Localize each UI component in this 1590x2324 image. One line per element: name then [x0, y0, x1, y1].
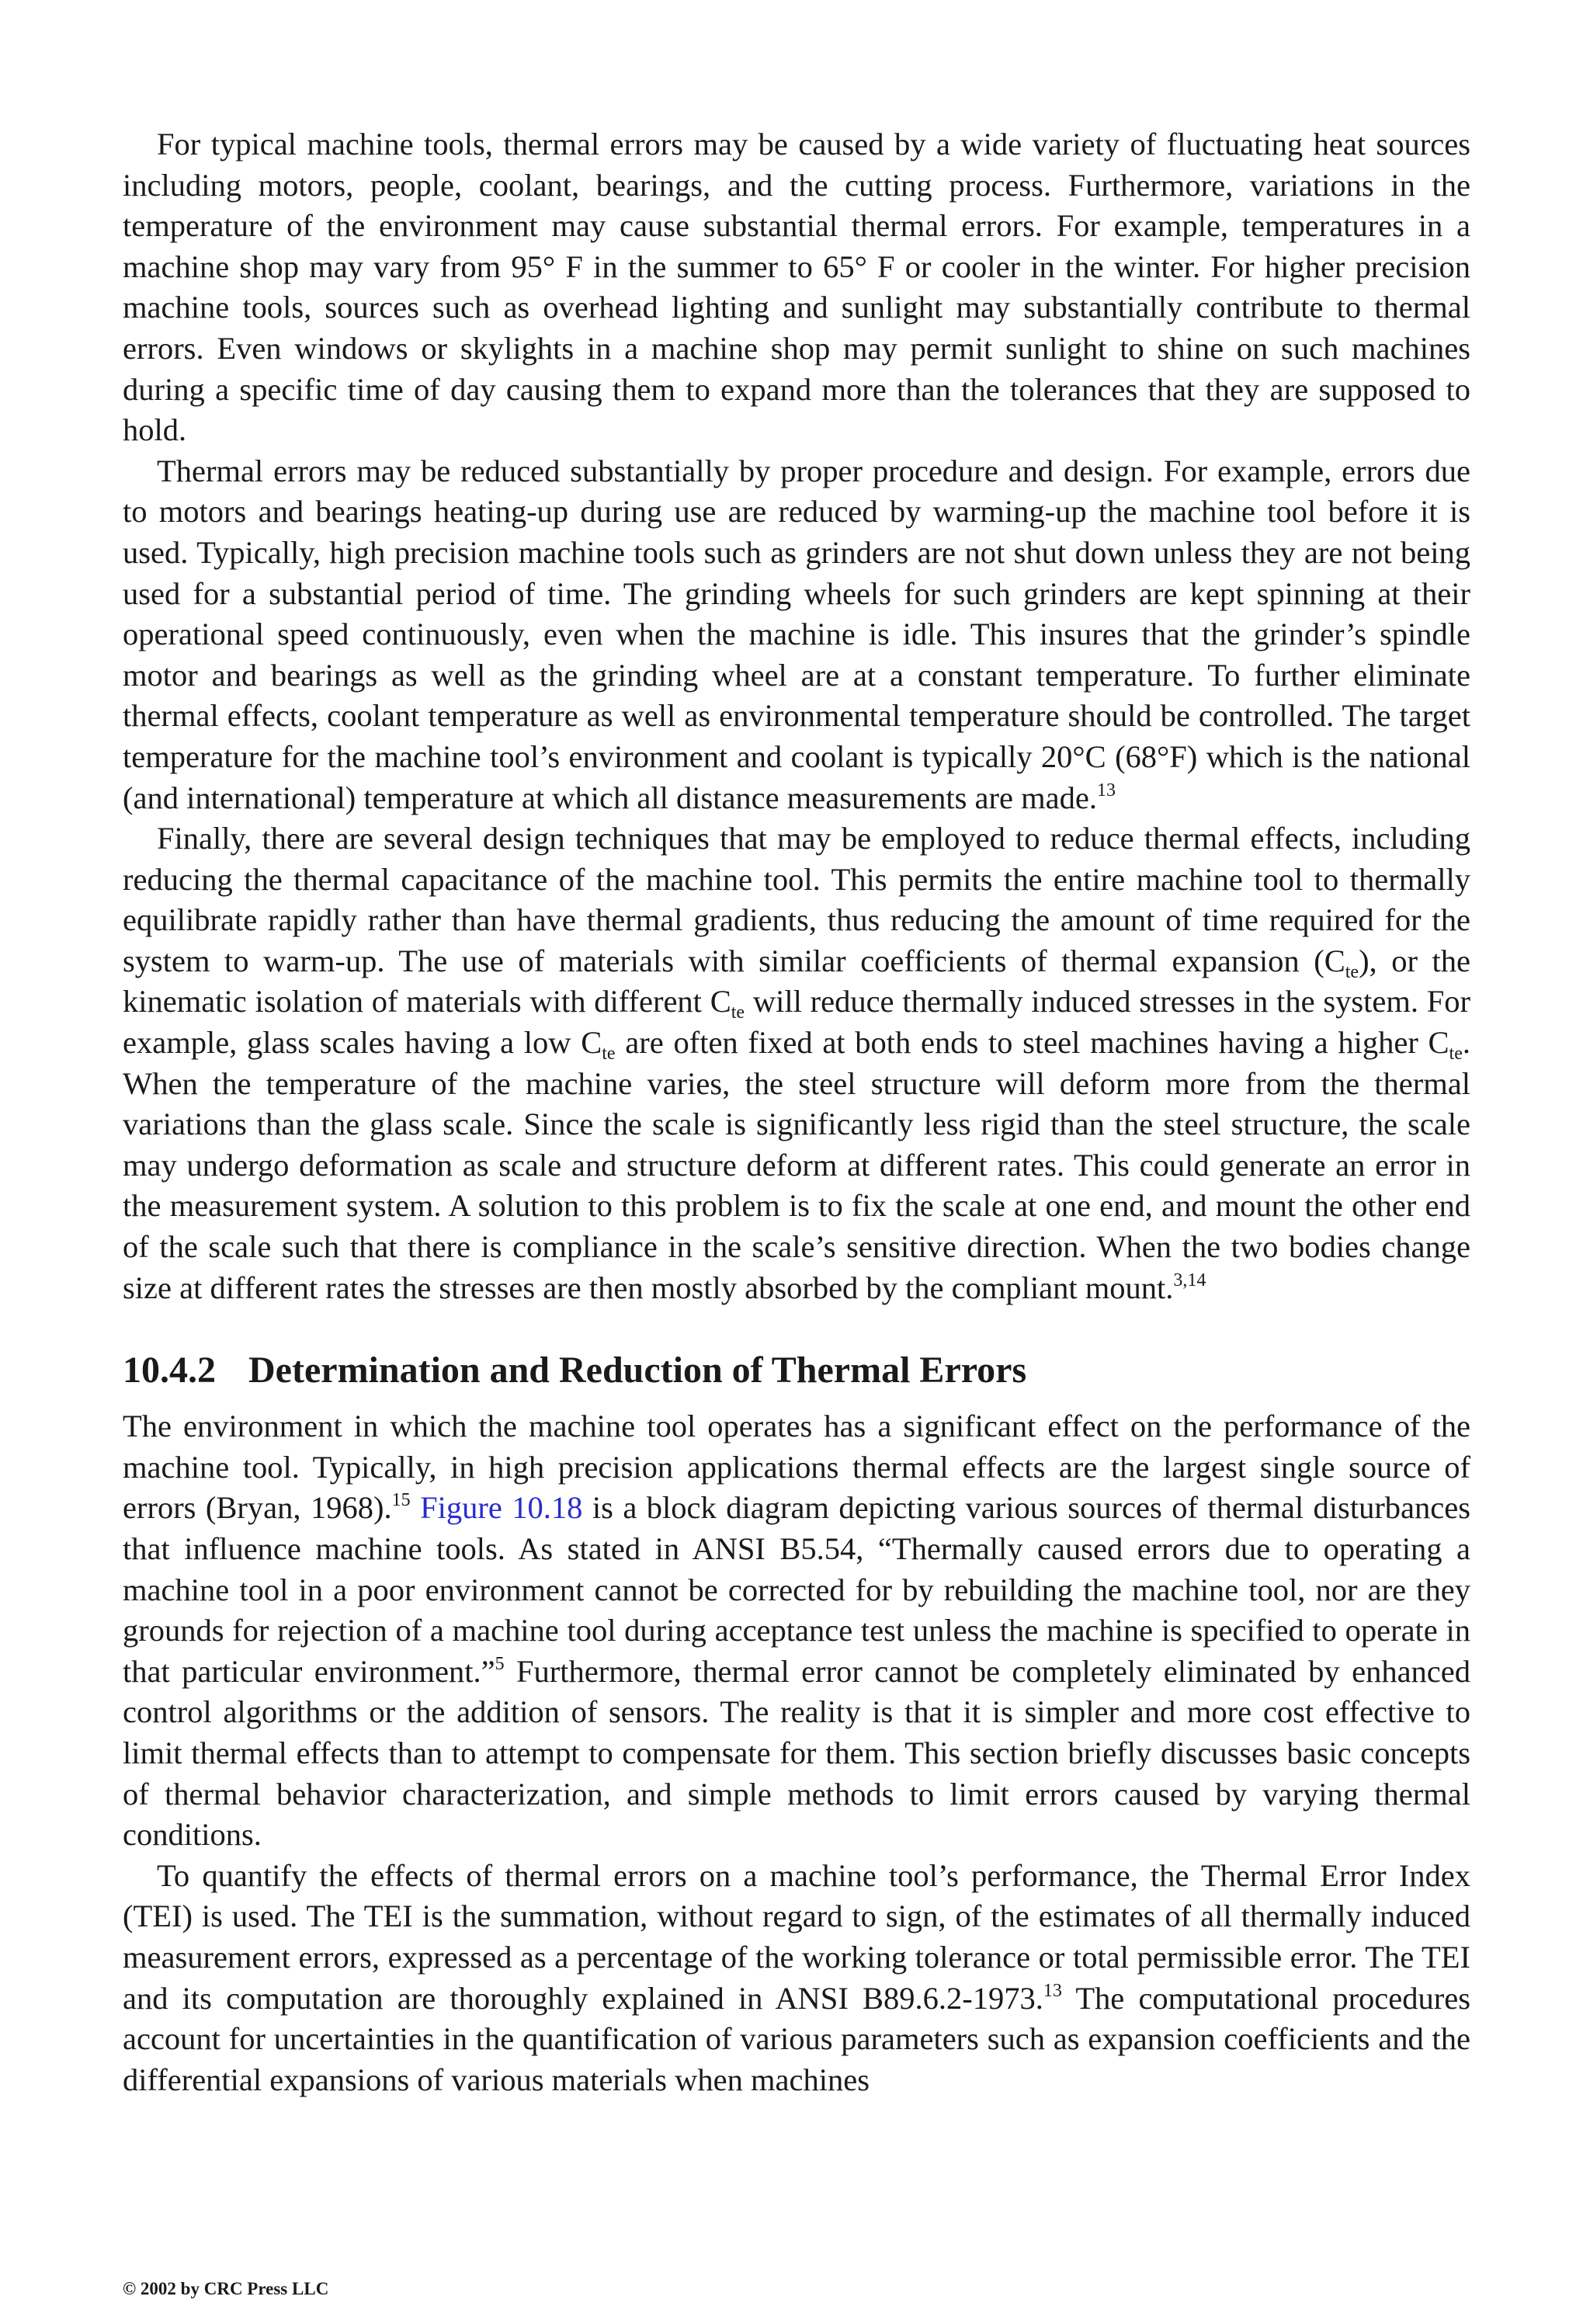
paragraph-thermal-error-index — [123, 1856, 1470, 2101]
paragraph-text: Furthermore, thermal error cannot be completely eliminated by enhanced control algorithms or the addition of sensors. The reality is that it is simpler and more cost effective to limit thermal effects than to attempt to compensate for them. This section briefly discusses basic concepts of thermal behavior characterization, and simple methods to limit errors caused by varying thermal conditions. — [123, 1653, 1470, 1853]
paragraph-text: ), or the kinematic isolation of materials with different C — [123, 943, 1470, 1020]
paragraph-text: Thermal errors may be reduced substantially by proper procedure and design. For example, errors due to motors and bearings heating-up during use are reduced by warming-up the machine tool before it is used. Typically, high precision machine tools such as grinders are not shut down unless they are not being used for a substantial period of time. The grinding wheels for such grinders are kept spinning at their operational speed continuously, even when the machine is idle. This insures that the grinder’s spindle motor and bearings as well as the grinding wheel are at a constant temperature. To further eliminate thermal effects, coolant temperature as well as environmental temperature should be controlled. The target temperature for the machine tool’s environment and coolant is typically 20°C (68°F) which is the national (and international) temperature at which all distance measurements are made. — [123, 453, 1470, 815]
paragraph-text: . When the temperature of the machine varies, the steel structure will deform more from the thermal variations than the glass scale. Since the scale is significantly less rigid than the steel structure, the scale may undergo deformation as scale and structure deform at different rates. This could generate an error in the measurement system. A solution to this problem is to fix the scale at one end, and mount the other end of the scale such that there is compliance in the scale’s sensitive direction. When the two bodies change size at different rates the stresses are then mostly absorbed by the compliant mount. — [123, 1025, 1470, 1305]
paragraph-text: is a block diagram depicting various sources of thermal disturbances that influence machine tools. As stated in ANSI B5.54, “Thermally caused errors due to operating a machine tool in a poor environment cannot be corrected for by rebuilding the machine tool, nor are they grounds for rejection of a machine tool during acceptance test unless the machine is specified to operate in that particular environment.” — [123, 1490, 1470, 1689]
copyright-footer: © 2002 by CRC Press LLC — [123, 2279, 329, 2298]
section-number: 10.4.2 — [123, 1350, 216, 1391]
paragraph-text: The computational procedures account for uncertainties in the quantification of various parameters such as expansion coefficients and the differential expansions of various materials when machines — [123, 1980, 1470, 2097]
paragraph-design-techniques — [123, 818, 1470, 1308]
cte-subscript: te — [602, 1044, 616, 1065]
paragraph-environment — [123, 1406, 1470, 1856]
section-title: Determination and Reduction of Thermal Errors — [248, 1350, 1027, 1391]
paragraph-text: Finally, there are several design techniques that may be employed to reduce thermal effects, including reducing the thermal capacitance of the machine tool. This permits the entire machine tool to thermally equilibrate rapidly rather than have thermal gradients, thus reducing the amount of time required for the system to warm-up. The use of materials with similar coefficients of thermal expansion (C — [123, 821, 1470, 978]
page-body — [123, 124, 1470, 2100]
paragraph-text: To quantify the effects of thermal errors on a machine tool’s performance, the Thermal Error Index (TEI) is used. The TEI is the summation, without regard to sign, of the estimates of all thermally induced measurement errors, expressed as a percentage of the working tolerance or total permissible error. The TEI and its computation are thoroughly explained in ANSI B89.6.2-1973. — [123, 1857, 1470, 2016]
paragraph-text: are often fixed at both ends to steel machines having a higher C — [615, 1025, 1449, 1061]
paragraph-thermal-error-sources — [123, 124, 1470, 451]
section-heading — [123, 1347, 1470, 1394]
cte-subscript: te — [1345, 961, 1359, 982]
paragraph-text: will reduce thermally induced stresses in the system. For example, glass scales having a low C — [123, 984, 1470, 1061]
reference-superscript: 15 — [391, 1490, 411, 1511]
cte-subscript: te — [731, 1002, 745, 1023]
reference-superscript: 13 — [1043, 1980, 1062, 2001]
reference-superscript: 5 — [495, 1653, 505, 1674]
paragraph-text: For typical machine tools, thermal errors may be caused by a wide variety of fluctuating heat sources including motors, people, coolant, bearings, and the cutting process. Furthermore, variations in the temperature of the environment may cause substantial thermal errors. For example, temperatures in a machine shop may vary from 95° F in the summer to 65° F or cooler in the winter. For higher precision machine tools, sources such as overhead lighting and sunlight may substantially contribute to thermal errors. Even windows or skylights in a machine shop may permit sunlight to shine on such machines during a specific time of day causing them to expand more than the tolerances that they are supposed to hold. — [123, 127, 1470, 448]
figure-link[interactable]: Figure 10.18 — [420, 1490, 583, 1526]
cte-subscript: te — [1449, 1044, 1463, 1065]
paragraph-text: The environment in which the machine tool operates has a significant effect on the performance of the machine tool. Typically, in high precision applications thermal effects are the largest single source of errors (Bryan, 1968). — [123, 1409, 1470, 1526]
paragraph-thermal-error-reduction — [123, 451, 1470, 818]
reference-superscript: 3,14 — [1173, 1270, 1206, 1291]
reference-superscript: 13 — [1096, 780, 1116, 801]
